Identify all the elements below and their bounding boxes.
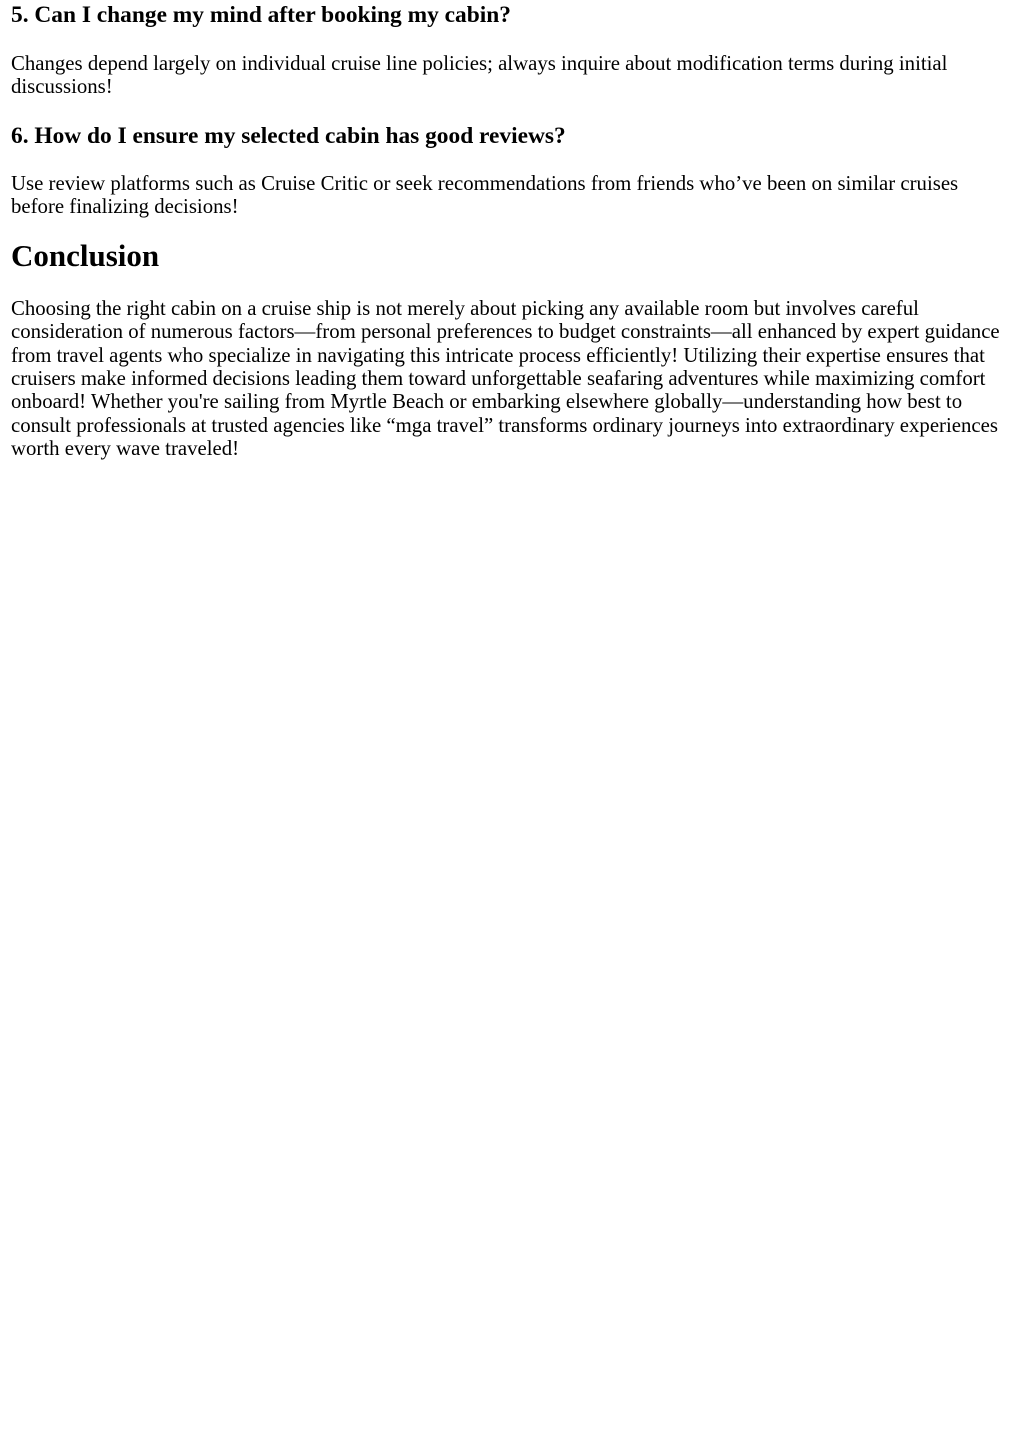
- conclusion-heading: Conclusion: [11, 238, 160, 274]
- faq-answer-6: Use review platforms such as Cruise Critic or seek recommendations from friends who’ve been on similar cruises before finalizing decisions!: [11, 171, 959, 218]
- faq-answer-5: Changes depend largely on individual cruise line policies; always inquire about modification terms during initial discussions!: [11, 52, 948, 99]
- faq-question-5: 5. Can I change my mind after booking my cabin?: [11, 2, 511, 28]
- faq-question-6: 6. How do I ensure my selected cabin has good reviews?: [11, 122, 566, 149]
- article-content: [0, 0, 1024, 460]
- conclusion-paragraph: Choosing the right cabin on a cruise ship is not merely about picking any available room but involves careful consideration of numerous factors—from personal preferences to budget constraints—all enhanced by expert guidance from travel agents who specialize in navigating this intricate process efficiently! Utilizing their expertise ensures that cruisers make informed decisions leading them toward unforgettable seafaring adventures while maximizing comfort onboard! Whether you're sailing from Myrtle Beach or embarking elsewhere globally—understanding how best to consult professionals at trusted agencies like “mga travel” transforms ordinary journeys into extraordinary experiences worth every wave traveled!: [11, 297, 1000, 460]
